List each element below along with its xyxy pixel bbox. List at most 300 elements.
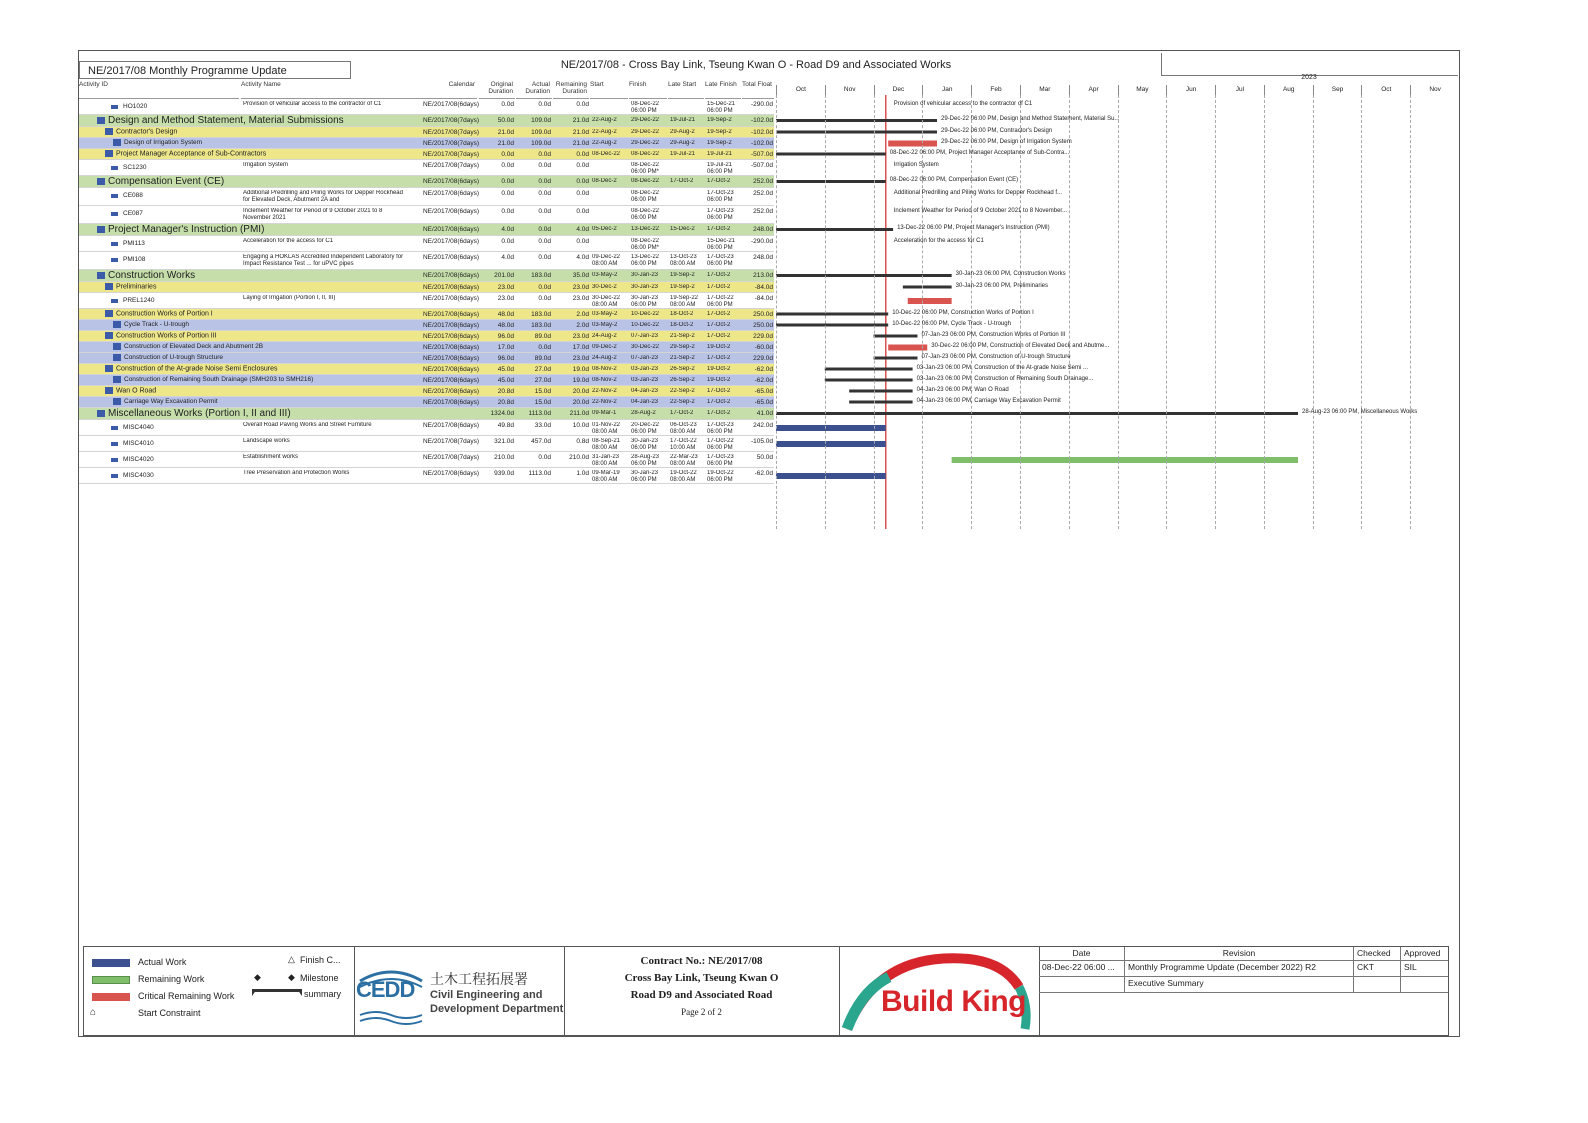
month-gridline	[1069, 95, 1070, 529]
late-start-cell: 29-Sep-2	[670, 344, 695, 350]
table-row	[79, 236, 774, 252]
cedd-logo-block	[354, 947, 565, 1035]
total-float-cell: -290.0d	[750, 238, 773, 245]
wbs-heading	[105, 150, 266, 157]
calendar-cell: NE/2017/08(7days)	[422, 454, 479, 461]
start-cell: 22-Nov-2	[592, 388, 617, 394]
wbs-heading	[105, 365, 277, 372]
total-float-cell: -60.0d	[754, 344, 773, 351]
actual-duration-cell: 0.0d	[538, 254, 551, 261]
remaining-duration-cell: 0.0d	[576, 101, 589, 108]
col-activity-name: Activity Name	[241, 81, 411, 99]
orig-duration-cell: 49.8d	[497, 422, 514, 429]
remaining-duration-cell: 20.0d	[572, 399, 589, 406]
wbs-icon	[113, 376, 121, 383]
bar-label: 07-Jan-23 06:00 PM, Construction Works of Portion III	[921, 332, 1066, 338]
activity-id: MISC4030	[123, 472, 154, 479]
table-row	[79, 252, 774, 270]
activity-name: Inclement Weather for Period of 9 October 2021 to 8 November 2021	[243, 208, 383, 221]
start-cell: 22-Aug-2	[592, 117, 617, 123]
wbs-heading	[97, 176, 224, 187]
late-finish-cell: 19-Oct-2	[707, 377, 731, 383]
contract-title-line1: Cross Bay Link, Tseung Kwan O	[624, 972, 779, 984]
late-start-cell: 19-Sep-2	[670, 272, 695, 278]
wbs-heading	[113, 343, 263, 350]
late-start-cell: 19-Sep-22 08:00 AM	[670, 295, 699, 308]
late-finish-cell: 17-Oct-23 06:00 PM	[707, 254, 734, 267]
month-gridline	[1361, 95, 1362, 529]
bar-label: 29-Dec-22 06:00 PM, Design and Method Statement, Material Su...	[940, 116, 1120, 122]
milestone-label: Acceleration for the access for C1	[893, 238, 984, 244]
calendar-cell: NE/2017/08(6days)	[422, 388, 479, 395]
programme-sheet	[78, 50, 1460, 1037]
wbs-heading	[113, 354, 223, 361]
start-cell: 08-Nov-2	[592, 366, 617, 372]
actual-duration-cell: 0.0d	[538, 295, 551, 302]
actual-duration-cell: 15.0d	[534, 399, 551, 406]
total-float-cell: 252.0d	[753, 178, 773, 185]
calendar-cell: NE/2017/08(6days)	[422, 272, 479, 279]
month-label: Aug	[1264, 85, 1313, 95]
summary-bar	[903, 286, 952, 289]
revision-subtitle: Executive Summary	[1125, 977, 1354, 993]
total-float-cell: -507.0d	[750, 151, 773, 158]
legend-critical-label: Critical Remaining Work	[138, 991, 235, 1001]
wbs-heading	[113, 321, 189, 328]
finish-cell: 08-Dec-22	[631, 151, 660, 157]
remaining-duration-cell: 17.0d	[572, 344, 589, 351]
calendar-cell: NE/2017/08(7days)	[422, 140, 479, 147]
finish-cell: 30-Jan-23	[631, 284, 659, 290]
remaining-duration-cell: 23.0d	[572, 295, 589, 302]
table-row	[79, 386, 774, 397]
bar-label: 10-Dec-22 06:00 PM, Construction Works of Portion I	[892, 310, 1034, 316]
activity-name: Establishment works	[243, 454, 299, 460]
bar-label: 10-Dec-22 06:00 PM, Cycle Track - U-trough	[892, 321, 1011, 327]
calendar-cell: NE/2017/08(7days)	[422, 438, 479, 445]
orig-duration-cell: 50.0d	[497, 117, 514, 124]
month-gridline	[1264, 95, 1265, 529]
bar-label: 07-Jan-23 06:00 PM, Construction of U-trough Structure	[921, 354, 1071, 360]
timescale-year: 2023	[1301, 74, 1317, 81]
bar-label: 04-Jan-23 06:00 PM, Wan O Road	[916, 387, 1009, 393]
orig-duration-cell: 0.0d	[501, 151, 514, 158]
late-finish-cell: 19-Oct-2	[707, 344, 731, 350]
activity-name: Tree Preservation and Protection Works	[243, 470, 350, 476]
orig-duration-cell: 23.0d	[497, 284, 514, 291]
cedd-chinese-name: 土木工程拓展署	[430, 971, 528, 987]
wbs-label: Construction Works of Portion III	[116, 332, 217, 340]
finish-cell: 08-Dec-22 06:00 PM*	[631, 238, 660, 251]
late-start-cell: 19-Sep-2	[670, 284, 695, 290]
bar-label: 04-Jan-23 06:00 PM, Carriage Way Excavation Permit	[916, 398, 1061, 404]
total-float-cell: 229.0d	[753, 333, 773, 340]
remaining-duration-cell: 1.0d	[576, 470, 589, 477]
actual-duration-cell: 0.0d	[538, 208, 551, 215]
finish-cell: 29-Dec-22	[631, 117, 660, 123]
bar-label: 13-Dec-22 06:00 PM, Project Manager's Instruction (PMI)	[897, 225, 1050, 231]
table-row	[79, 452, 774, 468]
late-start-cell: 18-Oct-2	[670, 311, 694, 317]
wbs-label: Carriage Way Excavation Permit	[124, 398, 218, 406]
wbs-icon	[113, 321, 121, 328]
wbs-icon	[113, 139, 121, 146]
orig-duration-cell: 939.0d	[494, 470, 514, 477]
bar-label: 03-Jan-23 06:00 PM, Construction of Remaining South Drainage...	[916, 376, 1094, 382]
finish-cell: 28-Aug-23 06:00 PM	[631, 454, 660, 467]
remaining-duration-cell: 23.0d	[572, 355, 589, 362]
calendar-cell: NE/2017/08(6days)	[422, 470, 479, 477]
actual-duration-cell: 0.0d	[538, 101, 551, 108]
finish-cell: 03-Jan-23	[631, 377, 659, 383]
late-finish-cell: 17-Oct-2	[707, 333, 731, 339]
total-float-cell: -290.0d	[750, 101, 773, 108]
table-row	[79, 188, 774, 206]
table-row	[79, 408, 774, 420]
wbs-label: Project Manager Acceptance of Sub-Contractors	[116, 150, 267, 158]
bar-label: 29-Dec-22 06:00 PM, Design of Irrigation System	[940, 139, 1072, 145]
calendar-cell: NE/2017/08(6days)	[422, 238, 479, 245]
activity-icon	[111, 212, 118, 216]
finish-cell: 03-Jan-23	[631, 366, 659, 372]
activity-icon	[111, 458, 118, 462]
revision-approved: SIL	[1401, 961, 1448, 977]
wbs-label: Construction of Remaining South Drainage (SMH203 to SMH216)	[124, 376, 314, 384]
cedd-name-line2: Development Department	[430, 1003, 564, 1015]
table-row	[79, 397, 774, 408]
bar-label: 08-Dec-22 06:00 PM, Project Manager Acceptance of Sub-Contra...	[889, 150, 1070, 156]
table-row	[79, 436, 774, 452]
total-float-cell: 248.0d	[753, 254, 773, 261]
wbs-heading	[97, 115, 344, 126]
orig-duration-cell: 48.0d	[497, 311, 514, 318]
table-row	[79, 160, 774, 176]
activity-icon	[111, 426, 118, 430]
wbs-label: Design and Method Statement, Material Submissions	[108, 115, 344, 126]
late-finish-cell: 17-Oct-23 06:00 PM	[707, 208, 734, 221]
total-float-cell: -102.0d	[750, 129, 773, 136]
month-gridline	[1410, 95, 1411, 529]
finish-cell: 08-Dec-22 06:00 PM	[631, 208, 660, 221]
calendar-cell: NE/2017/08(6days)	[422, 366, 479, 373]
late-start-cell: 21-Sep-2	[670, 333, 695, 339]
activity-id: PREL1240	[123, 297, 155, 304]
late-finish-cell: 17-Oct-2	[707, 311, 731, 317]
late-start-cell: 29-Aug-2	[670, 140, 695, 146]
wbs-icon	[105, 332, 113, 339]
late-finish-cell: 17-Oct-2	[707, 178, 731, 184]
month-label: Dec	[874, 85, 923, 95]
legend-summary-label: summary	[304, 989, 342, 999]
summary-bar	[776, 324, 888, 327]
wbs-icon	[113, 354, 121, 361]
title-block	[83, 946, 1449, 1036]
activity-icon	[111, 299, 118, 303]
critical-bar	[908, 298, 952, 304]
start-cell: 03-May-2	[592, 272, 618, 278]
late-start-cell: 17-Oct-2	[670, 410, 694, 416]
actual-duration-cell: 109.0d	[531, 140, 551, 147]
summary-bar	[776, 313, 888, 316]
start-cell: 24-Aug-2	[592, 333, 617, 339]
critical-bar	[888, 141, 937, 147]
month-gridline	[1215, 95, 1216, 529]
late-finish-cell: 17-Oct-22 06:00 PM	[707, 438, 734, 451]
actual-duration-cell: 457.0d	[531, 438, 551, 445]
wbs-label: Project Manager's Instruction (PMI)	[108, 224, 265, 235]
start-cell: 31-Jan-23 08:00 AM	[592, 454, 620, 467]
late-start-cell: 19-Oct-22 08:00 AM	[670, 470, 697, 483]
orig-duration-cell: 0.0d	[501, 190, 514, 197]
orig-duration-cell: 0.0d	[501, 238, 514, 245]
activity-id: MISC4040	[123, 424, 154, 431]
total-float-cell: -84.0d	[754, 284, 773, 291]
revision-header-checked: Checked	[1354, 947, 1401, 961]
finish-cell: 30-Jan-23 06:00 PM	[631, 438, 659, 451]
calendar-cell: NE/2017/08(6days)	[422, 322, 479, 329]
month-label: Oct	[776, 85, 825, 95]
remaining-duration-cell: 21.0d	[572, 140, 589, 147]
late-finish-cell: 17-Oct-2	[707, 410, 731, 416]
late-finish-cell: 17-Oct-2	[707, 284, 731, 290]
late-finish-cell: 19-Sep-2	[707, 117, 732, 123]
month-label: May	[1118, 85, 1167, 95]
start-cell: 09-Dec-22 08:00 AM	[592, 254, 621, 267]
orig-duration-cell: 23.0d	[497, 295, 514, 302]
milestone-label: Irrigation System	[893, 162, 939, 168]
actual-duration-cell: 183.0d	[531, 272, 551, 279]
late-start-cell: 26-Sep-2	[670, 377, 695, 383]
page-number: Page 2 of 2	[681, 1007, 722, 1017]
start-cell: 22-Aug-2	[592, 140, 617, 146]
activity-id: MISC4010	[123, 440, 154, 447]
wbs-heading	[97, 408, 291, 419]
milestone-label: Additional Predrilling and Piling Works for Depper Rockhead f...	[893, 190, 1063, 196]
calendar-cell: NE/2017/08(6days)	[422, 355, 479, 362]
remaining-duration-cell: 0.0d	[576, 178, 589, 185]
calendar-cell: NE/2017/08(6days)	[422, 377, 479, 384]
table-row	[79, 224, 774, 236]
wbs-label: Miscellaneous Works (Portion I, II and III)	[108, 408, 291, 419]
late-finish-cell: 19-Sep-2	[707, 129, 732, 135]
remaining-duration-cell: 4.0d	[576, 226, 589, 233]
activity-table	[79, 81, 774, 529]
month-label: Sep	[1313, 85, 1362, 95]
late-start-cell: 22-Sep-2	[670, 388, 695, 394]
month-label: Oct	[1361, 85, 1410, 95]
bar-label: 08-Dec-22 06:00 PM, Compensation Event (CE)	[889, 177, 1019, 183]
table-row	[79, 420, 774, 436]
orig-duration-cell: 96.0d	[497, 355, 514, 362]
summary-bar-icon	[252, 987, 302, 997]
late-start-cell: 15-Dec-2	[670, 226, 695, 232]
table-row	[79, 364, 774, 375]
finish-cell: 13-Dec-22 06:00 PM	[631, 254, 660, 267]
finish-cell: 10-Dec-22	[631, 311, 660, 317]
legend	[84, 947, 355, 1035]
wbs-icon	[105, 283, 113, 290]
summary-bar	[849, 390, 912, 393]
header-left-title: NE/2017/08 Monthly Programme Update	[79, 61, 351, 79]
wbs-icon	[105, 310, 113, 317]
remaining-duration-cell: 20.0d	[572, 388, 589, 395]
activity-name: Additional Predrilling and Piling Works for Depper Rockhead for Elevated Deck, Abutment 2A and	[243, 190, 403, 203]
late-finish-cell: 19-Oct-2	[707, 366, 731, 372]
revision-description: Monthly Programme Update (December 2022) R2	[1125, 961, 1354, 977]
late-start-cell: 18-Oct-2	[670, 322, 694, 328]
total-float-cell: -62.0d	[754, 366, 773, 373]
remaining-duration-cell: 0.8d	[576, 438, 589, 445]
total-float-cell: 252.0d	[753, 190, 773, 197]
total-float-cell: -102.0d	[750, 140, 773, 147]
actual-duration-cell: 109.0d	[531, 117, 551, 124]
wbs-label: Preliminaries	[116, 283, 157, 291]
actual-duration-cell: 0.0d	[538, 178, 551, 185]
calendar-cell: NE/2017/08(7days)	[422, 129, 479, 136]
late-start-cell: 22-Sep-2	[670, 399, 695, 405]
activity-icon	[111, 194, 118, 198]
table-row	[79, 149, 774, 160]
wbs-label: Construction Works	[108, 270, 196, 281]
calendar-cell: NE/2017/08(6days)	[422, 101, 479, 108]
actual-duration-cell: 89.0d	[534, 355, 551, 362]
orig-duration-cell: 20.8d	[497, 399, 514, 406]
calendar-cell: NE/2017/08(6days)	[422, 178, 479, 185]
start-cell: 08-Sep-21 08:00 AM	[592, 438, 621, 451]
calendar-cell: NE/2017/08(6days)	[422, 422, 479, 429]
start-cell: 08-Dec-2	[592, 178, 617, 184]
orig-duration-cell: 201.0d	[494, 272, 514, 279]
activity-id: MISC4020	[123, 456, 154, 463]
late-start-cell: 17-Oct-2	[670, 178, 694, 184]
calendar-cell: NE/2017/08(6days)	[422, 333, 479, 340]
wbs-heading	[105, 310, 213, 317]
finish-cell: 08-Dec-22 06:00 PM	[631, 101, 660, 114]
finish-cell: 29-Dec-22	[631, 129, 660, 135]
actual-duration-cell: 109.0d	[531, 129, 551, 136]
legend-remaining-label: Remaining Work	[138, 974, 205, 984]
bar-label: 28-Aug-23 06:00 PM, Miscellaneous Works	[1302, 409, 1418, 415]
month-label: Jan	[922, 85, 971, 95]
orig-duration-cell: 210.0d	[494, 454, 514, 461]
milestone-label: Provision of vehicular access to the contractor of C1	[893, 101, 1033, 107]
summary-bar	[825, 379, 913, 382]
activity-icon	[111, 258, 118, 262]
col-remaining-duration: Remaining Duration	[553, 81, 589, 99]
finish-cell: 13-Dec-22	[631, 226, 660, 232]
orig-duration-cell: 321.0d	[494, 438, 514, 445]
orig-duration-cell: 4.0d	[501, 226, 514, 233]
start-cell: 03-May-2	[592, 322, 618, 328]
late-finish-cell: 17-Oct-2	[707, 226, 731, 232]
month-gridline	[1166, 95, 1167, 529]
summary-bar	[776, 153, 886, 156]
table-row	[79, 138, 774, 149]
table-row	[79, 468, 774, 484]
col-activity-id: Activity ID	[79, 81, 239, 99]
total-float-cell: -65.0d	[754, 388, 773, 395]
total-float-cell: -65.0d	[754, 399, 773, 406]
activity-icon	[111, 242, 118, 246]
activity-icon	[111, 166, 118, 170]
finish-cell: 07-Jan-23	[631, 333, 659, 339]
orig-duration-cell: 20.8d	[497, 388, 514, 395]
orig-duration-cell: 4.0d	[501, 254, 514, 261]
wbs-label: Construction of U-trough Structure	[124, 354, 223, 362]
header-main-title: NE/2017/08 - Cross Bay Link, Tseung Kwan O - Road D9 and Associated Works	[560, 59, 952, 71]
calendar-cell: NE/2017/08(6days)	[422, 226, 479, 233]
start-cell: 24-Aug-2	[592, 355, 617, 361]
remaining-duration-cell: 10.0d	[572, 422, 589, 429]
wbs-label: Construction of the At-grade Noise Semi Enclosures	[116, 365, 278, 373]
total-float-cell: 50.0d	[756, 454, 773, 461]
wbs-icon	[97, 272, 105, 279]
start-cell: 30-Dec-22 08:00 AM	[592, 295, 621, 308]
total-float-cell: 250.0d	[753, 311, 773, 318]
total-float-cell: 229.0d	[753, 355, 773, 362]
legend-actual-swatch	[92, 959, 130, 967]
start-cell: 09-Dec-2	[592, 344, 617, 350]
remaining-duration-cell: 19.0d	[572, 377, 589, 384]
actual-duration-cell: 27.0d	[534, 377, 551, 384]
revision-checked: CKT	[1354, 961, 1401, 977]
month-gridline	[1313, 95, 1314, 529]
activity-name: Irrigation System	[243, 162, 289, 168]
table-row	[79, 176, 774, 188]
activity-name: Landscape works	[243, 438, 290, 444]
total-float-cell: -507.0d	[750, 162, 773, 169]
orig-duration-cell: 0.0d	[501, 208, 514, 215]
late-finish-cell: 19-Jul-21	[707, 151, 733, 157]
activity-id: PMI113	[123, 240, 145, 247]
late-finish-cell: 17-Oct-23 06:00 PM	[707, 422, 734, 435]
summary-bar	[874, 335, 918, 338]
wbs-label: Design of Irrigation System	[124, 139, 203, 147]
actual-duration-cell: 0.0d	[538, 190, 551, 197]
wbs-label: Cycle Track - U-trough	[124, 321, 190, 329]
table-row	[79, 270, 774, 282]
brand-name: Build King	[881, 985, 1026, 1018]
wbs-icon	[97, 226, 105, 233]
remaining-duration-cell: 2.0d	[576, 322, 589, 329]
actual-duration-cell: 0.0d	[538, 284, 551, 291]
activity-icon	[111, 474, 118, 478]
legend-remaining-swatch	[92, 976, 130, 984]
start-cell: 09-Mar-1	[592, 410, 617, 416]
actual-duration-cell: 15.0d	[534, 388, 551, 395]
revision-table	[1039, 947, 1448, 1035]
actual-duration-cell: 0.0d	[538, 454, 551, 461]
col-late-start: Late Start	[668, 81, 704, 99]
late-finish-cell: 17-Oct-2	[707, 322, 731, 328]
finish-cell: 08-Dec-22 06:00 PM*	[631, 162, 660, 175]
orig-duration-cell: 96.0d	[497, 333, 514, 340]
table-row	[79, 309, 774, 320]
table-row	[79, 353, 774, 364]
month-label: Jun	[1166, 85, 1215, 95]
summary-bar	[849, 401, 912, 404]
activity-id: PMI108	[123, 256, 146, 263]
remaining-duration-cell: 2.0d	[576, 311, 589, 318]
remaining-duration-cell: 35.0d	[572, 272, 589, 279]
actual-duration-cell: 0.0d	[538, 344, 551, 351]
gantt-chart	[776, 81, 1459, 529]
activity-name: Overall Road Paving Works and Street Furniture	[243, 422, 372, 428]
late-finish-cell: 19-Oct-22 06:00 PM	[707, 470, 734, 483]
wbs-icon	[105, 150, 113, 157]
start-constraint-icon: ⌂	[90, 1007, 97, 1018]
contract-title-line2: Road D9 and Associated Road	[630, 989, 773, 1001]
